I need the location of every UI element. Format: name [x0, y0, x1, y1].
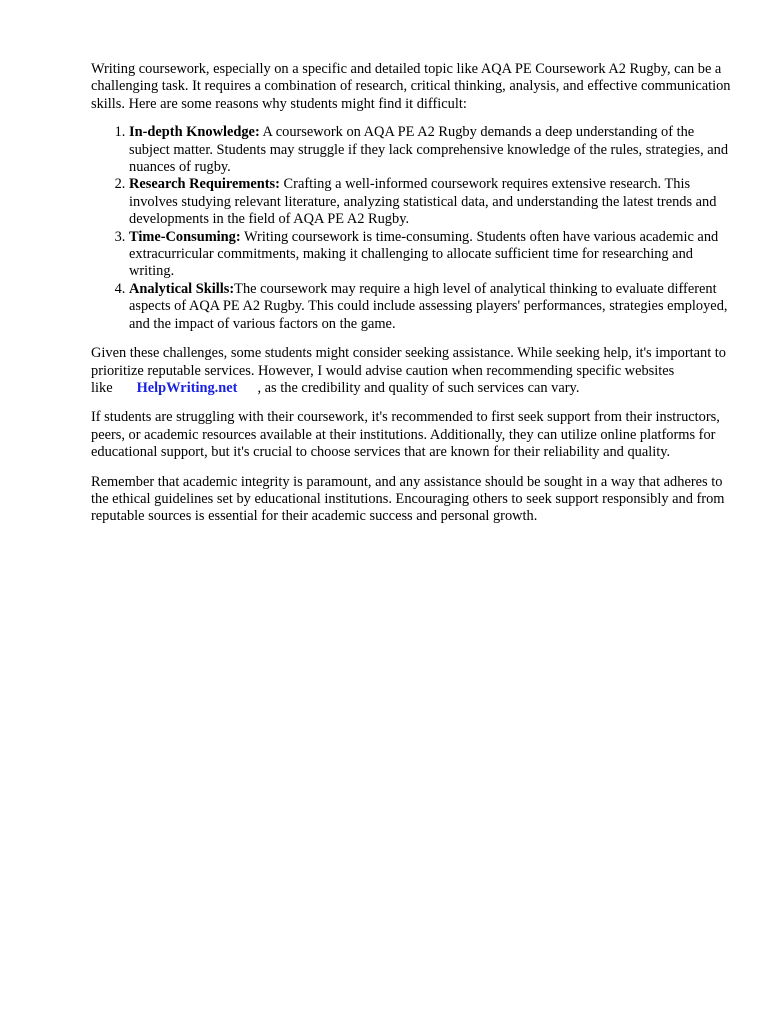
document-page [91, 61, 731, 538]
assistance-paragraph [91, 345, 731, 397]
list-item-text: Crafting a well-informed coursework requires extensive research. This involves studying relevant literature, analyzing statistical data, and understanding the latest trends and developments in the field of AQA PE A2 Rugby. [129, 176, 717, 228]
reasons-list [91, 124, 731, 333]
list-item-text: A coursework on AQA PE A2 Rugby demands a deep understanding of the subject matter. Students may struggle if they lack comprehensive knowledge of the rules, strategies, and nuances of rugby. [129, 124, 729, 176]
support-paragraph: If students are struggling with their coursework, it's recommended to first seek support from their instructors, peers, or academic resources available at their institutions. Additionally, they can utilize online platforms for educational support, but it's crucial to choose services that are known for their reliability and quality. [91, 409, 720, 461]
list-item-term: Analytical Skills: [129, 280, 235, 297]
list-item-text: The coursework may require a high level of analytical thinking to evaluate different aspects of AQA PE A2 Rugby. This could include assessing players' performances, strategies employed, and the impact of various factors on the game. [129, 280, 728, 332]
list-item [129, 229, 731, 281]
list-item-text: Writing coursework is time-consuming. Students often have various academic and extracurricular commitments, making it challenging to allocate sufficient time for researching and writing. [129, 228, 719, 280]
closing-paragraph: Remember that academic integrity is paramount, and any assistance should be sought in a way that adheres to the ethical guidelines set by educational institutions. Encouraging others to seek support responsibly and from reputable sources is essential for their academic success and personal growth. [91, 473, 725, 525]
list-item [129, 124, 731, 176]
intro-paragraph: Writing coursework, especially on a specific and detailed topic like AQA PE Coursework A2 Rugby, can be a challenging task. It requires a combination of research, critical thinking, analysis, and effective communication skills. Here are some reasons why students might find it difficult: [91, 61, 731, 112]
helpwriting-link[interactable]: HelpWriting.net [136, 379, 238, 396]
list-item-term: Research Requirements: [129, 176, 280, 193]
assistance-text-after: , as the credibility and quality of such services can vary. [257, 379, 580, 396]
assistance-text-before: Given these challenges, some students might consider seeking assistance. While seeking help, it's important to prioritize reputable services. However, I would advise caution when recommending specific websites like [91, 345, 726, 396]
list-item [129, 176, 731, 228]
list-item-term: In-depth Knowledge: [129, 124, 260, 141]
list-item [129, 281, 731, 333]
list-item-term: Time-Consuming: [129, 228, 241, 245]
